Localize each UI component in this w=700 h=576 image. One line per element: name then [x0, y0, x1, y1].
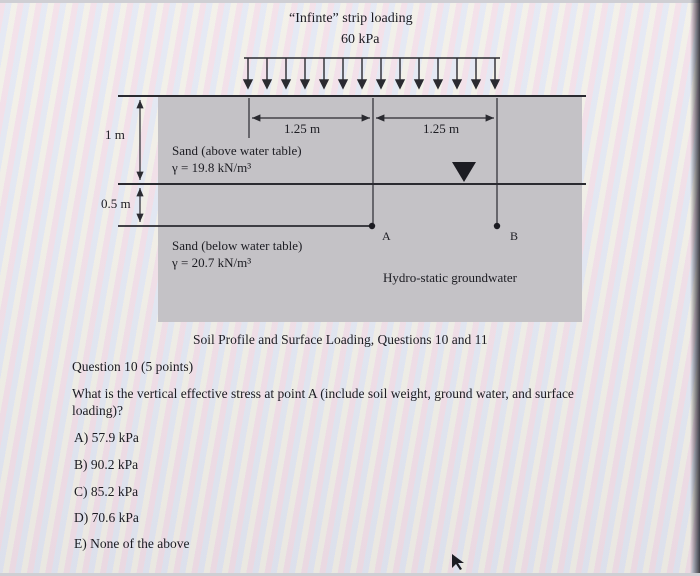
layer-top-unit-weight: γ = 19.8 kN/m³ — [172, 160, 252, 175]
question-header: Question 10 (5 points) — [72, 359, 194, 374]
dim-label-left-width: 1.25 m — [284, 121, 321, 136]
dim-label-1m: 1 m — [105, 127, 125, 142]
answer-choice-a[interactable]: A) 57.9 kPa — [74, 430, 139, 445]
mouse-cursor-icon — [448, 552, 468, 572]
load-arrows — [244, 58, 499, 88]
question-text-line2: loading)? — [72, 403, 123, 418]
answer-choice-b[interactable]: B) 90.2 kPa — [74, 457, 139, 472]
point-b-marker — [494, 223, 500, 229]
answer-choice-e[interactable]: E) None of the above — [74, 536, 190, 551]
groundwater-label: Hydro-static groundwater — [383, 270, 517, 285]
screen-right-bezel — [690, 0, 700, 576]
soil-block — [158, 96, 582, 322]
dim-label-05m: 0.5 m — [101, 196, 131, 211]
dim-label-right-width: 1.25 m — [423, 121, 460, 136]
load-magnitude: 60 kPa — [341, 32, 380, 47]
answer-choice-c[interactable]: C) 85.2 kPa — [74, 484, 139, 499]
layer-bottom-unit-weight: γ = 20.7 kN/m³ — [172, 255, 252, 270]
figure-title: “Infinte” strip loading — [289, 11, 413, 26]
layer-bottom-name: Sand (below water table) — [172, 238, 303, 253]
point-b-label: B — [510, 229, 519, 243]
figure-caption: Soil Profile and Surface Loading, Questions 10 and 11 — [193, 332, 488, 347]
answer-choice-d[interactable]: D) 70.6 kPa — [74, 510, 139, 525]
layer-top-name: Sand (above water table) — [172, 143, 302, 158]
point-a-marker — [369, 223, 375, 229]
point-a-label: A — [382, 229, 391, 243]
question-text-line1: What is the vertical effective stress at point A (include soil weight, ground water, and surface — [72, 386, 574, 401]
